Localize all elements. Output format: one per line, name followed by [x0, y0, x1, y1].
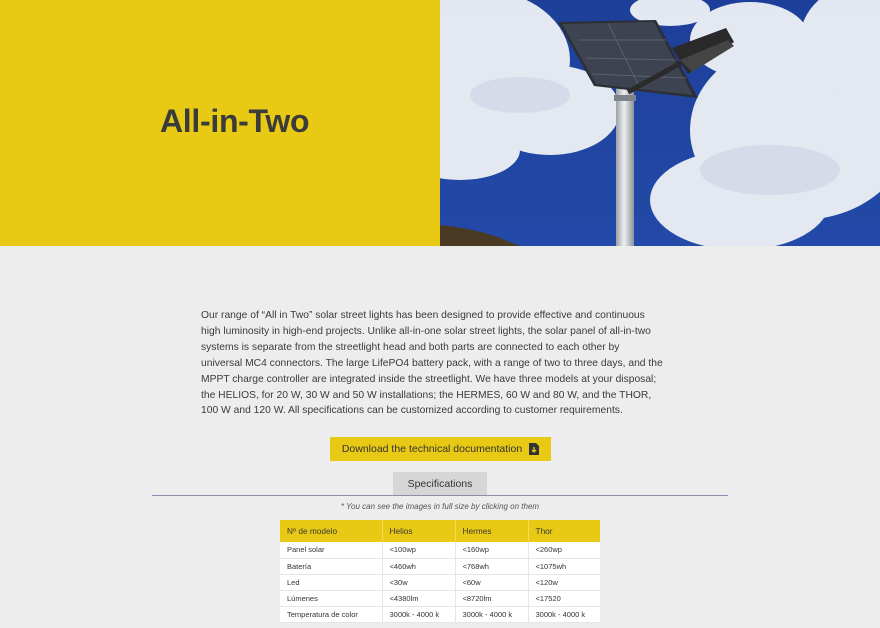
table-cell: <100wp — [382, 542, 455, 558]
download-button-label: Download the technical documentation — [341, 443, 523, 455]
table-cell: <768wh — [455, 558, 528, 574]
column-header: Helios — [382, 520, 455, 542]
table-cell: <30w — [382, 574, 455, 590]
column-header: Thor — [528, 520, 600, 542]
column-header: Nº de modelo — [280, 520, 382, 542]
tab-specifications[interactable]: Specifications — [393, 472, 487, 495]
table-row — [280, 558, 600, 574]
table-header-row — [280, 520, 600, 542]
hero-title-panel — [0, 0, 440, 246]
table-cell: Temperatura de color — [280, 606, 382, 622]
table-cell: Panel solar — [280, 542, 382, 558]
table-cell: <4380lm — [382, 590, 455, 606]
tab-divider — [152, 495, 728, 496]
table-row — [280, 542, 600, 558]
table-cell: <60w — [455, 574, 528, 590]
table-row — [280, 590, 600, 606]
table-cell: 3000k - 4000 k — [528, 606, 600, 622]
street-light-photo — [440, 0, 880, 246]
column-header: Hermes — [455, 520, 528, 542]
table-cell: <260wp — [528, 542, 600, 558]
download-documentation-button[interactable] — [330, 437, 551, 461]
table-cell: <1075wh — [528, 558, 600, 574]
table-row — [280, 574, 600, 590]
table-cell: Lúmenes — [280, 590, 382, 606]
hero-image — [440, 0, 880, 246]
table-cell: <460wh — [382, 558, 455, 574]
file-download-icon — [529, 443, 539, 455]
table-cell: <17520 — [528, 590, 600, 606]
table-cell: <8720lm — [455, 590, 528, 606]
table-cell: 3000k - 4000 k — [382, 606, 455, 622]
table-row — [280, 606, 600, 622]
table-cell: Batería — [280, 558, 382, 574]
images-note: * You can see the images in full size by clicking on them — [340, 502, 540, 511]
table-cell: <120w — [528, 574, 600, 590]
specifications-table — [280, 520, 600, 623]
table-cell: 3000k - 4000 k — [455, 606, 528, 622]
intro-paragraph: Our range of “All in Two” solar street lights has been designed to provide effective and continuous high luminosity in high-end projects. Unlike all-in-one solar street lights, the solar panel of all-in-two systems is separate from the streetlight head and both parts are connected to each other by universal MC4 connectors. The large LifePO4 battery pack, with a range of two to three days, and the MPPT charge controller are integrated inside the streetlight. We have three models at your disposal; the HELIOS, for 20 W, 30 W and 50 W installations; the HERMES, 60 W and 80 W, and the THOR, 100 W and 120 W. All specifications can be customized according to customer requirements. — [201, 310, 663, 417]
page-title: All-in-Two — [160, 103, 310, 139]
hero-section — [0, 0, 880, 246]
table-cell: Led — [280, 574, 382, 590]
table-cell: <160wp — [455, 542, 528, 558]
